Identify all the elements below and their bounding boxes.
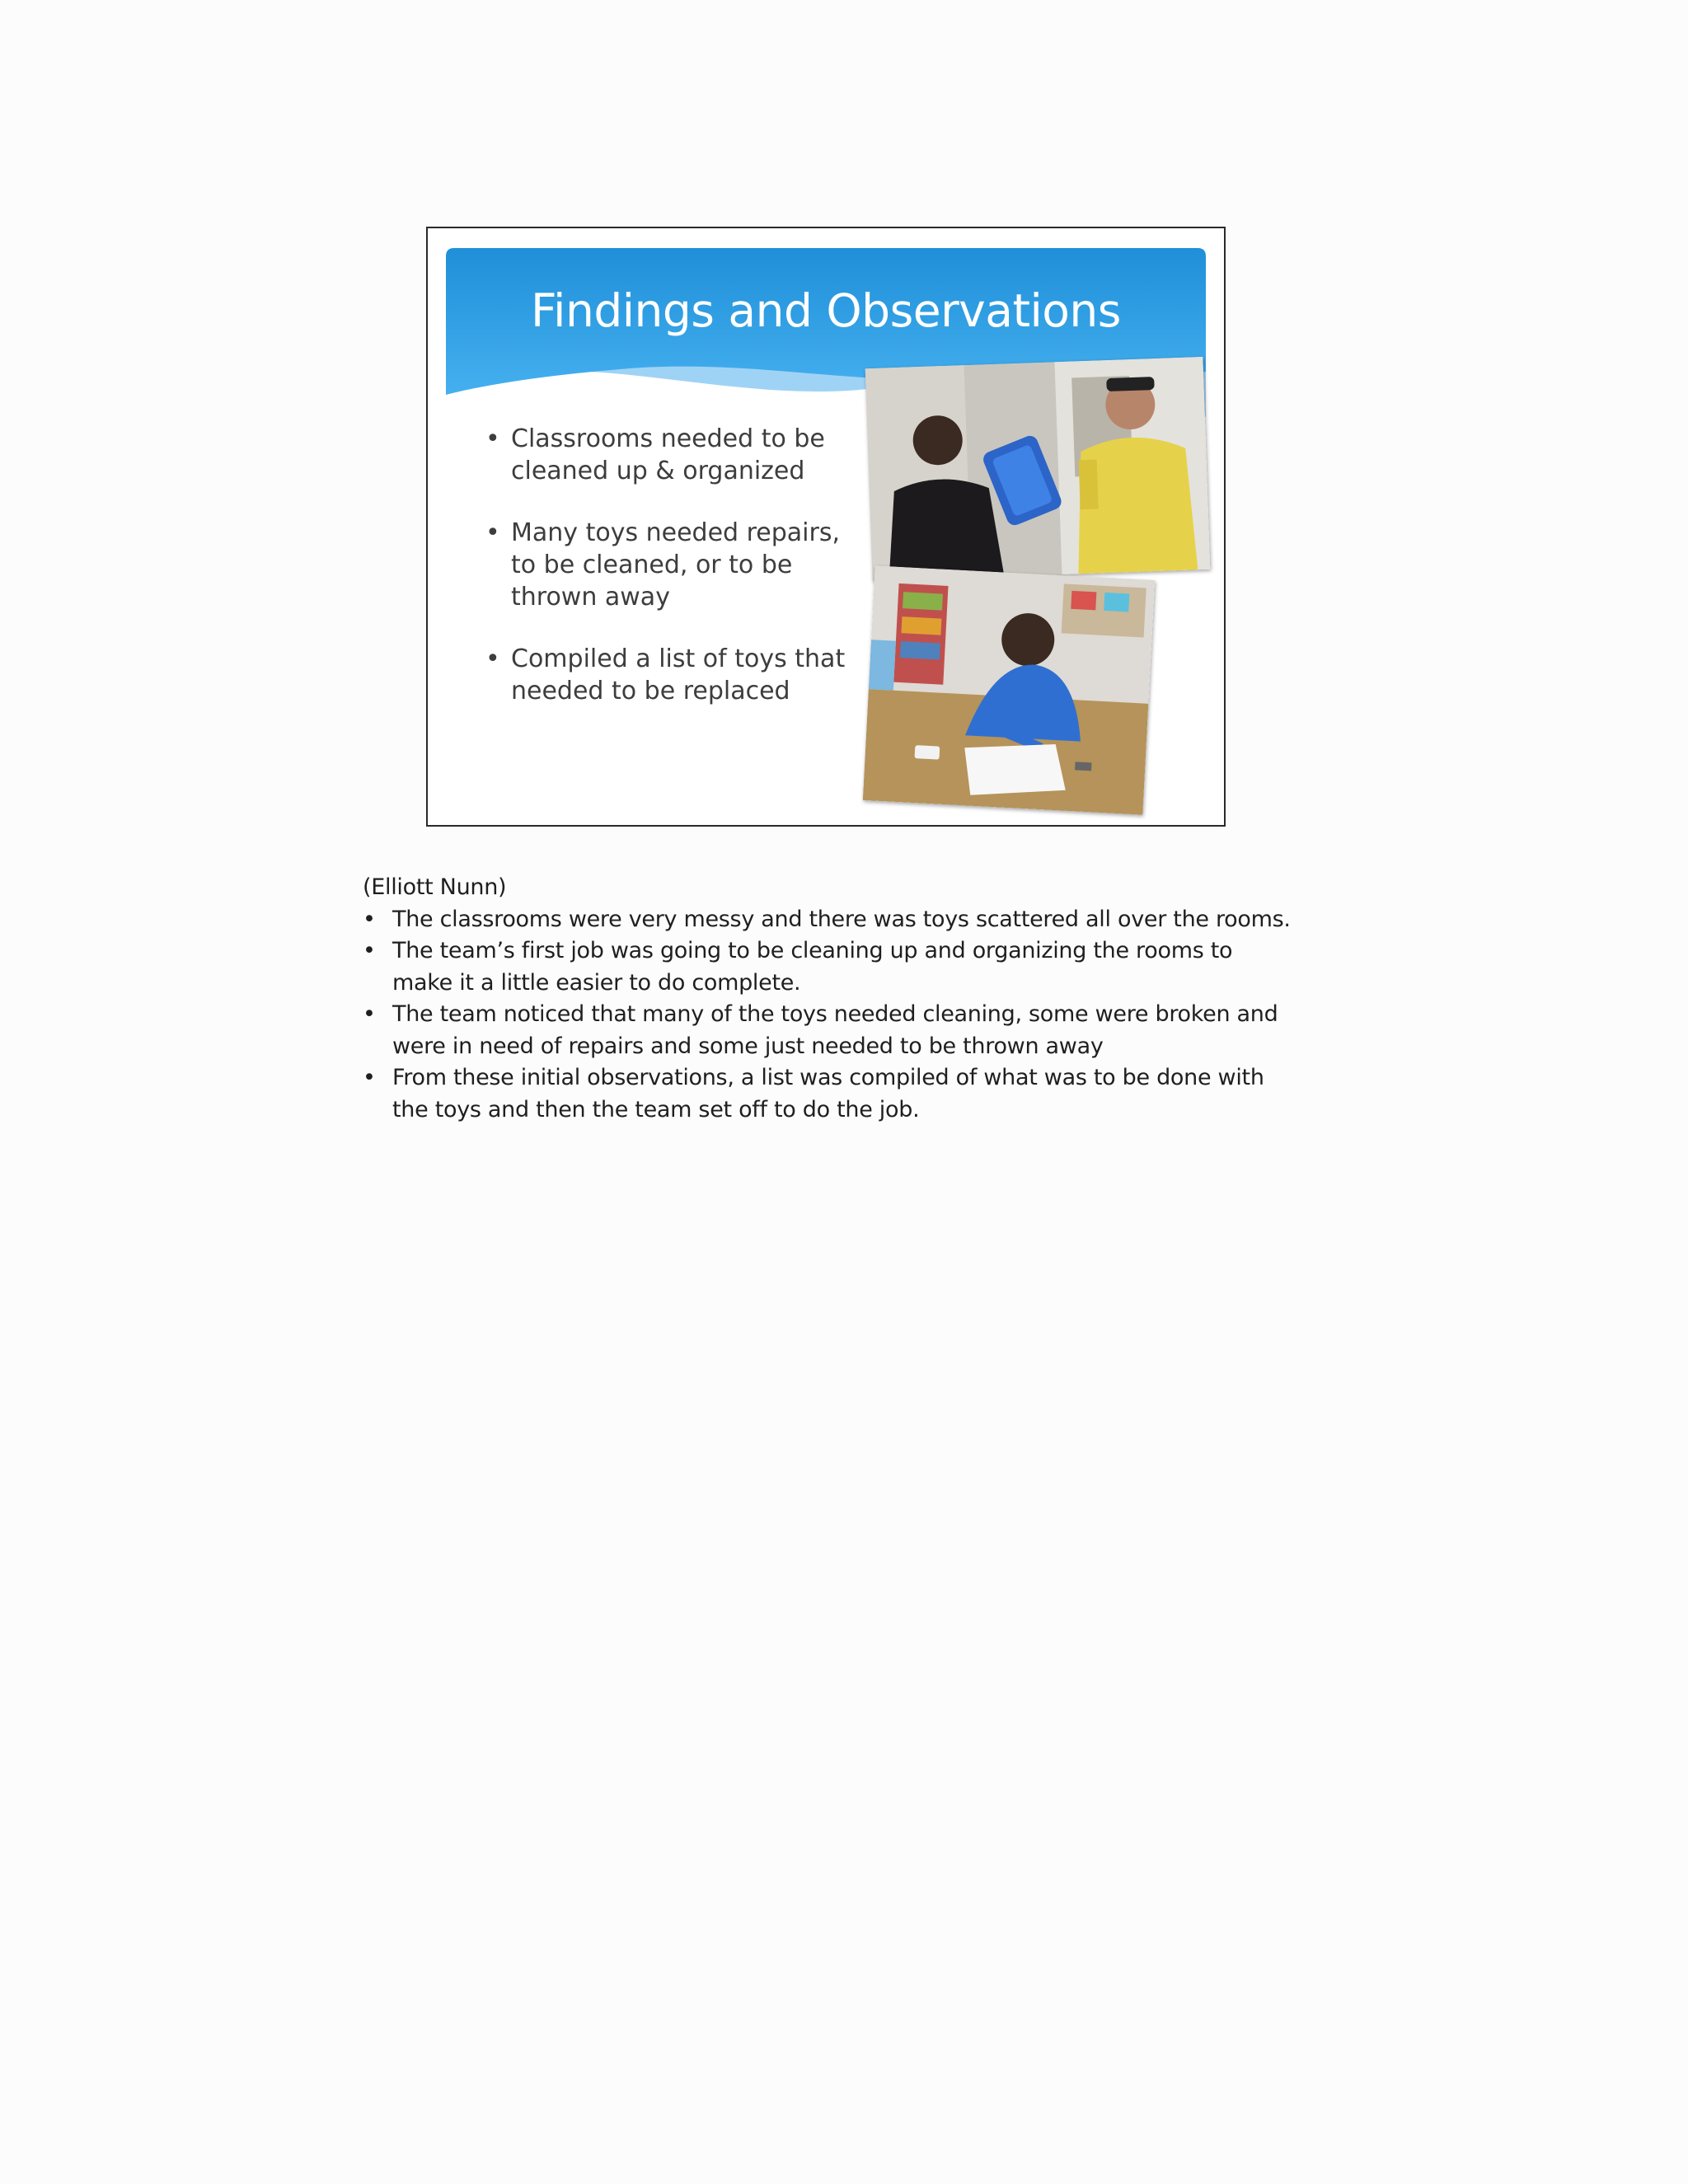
slide-bullet: • Compiled a list of toys that needed to be replaced xyxy=(485,643,856,707)
photo-volunteers-with-toy xyxy=(865,357,1211,581)
speaker-notes xyxy=(363,872,1294,1126)
slide-bullet: • Classrooms needed to be cleaned up & organized xyxy=(485,423,856,487)
slide-thumbnail xyxy=(426,227,1226,827)
slide-bullet: • Many toys needed repairs, to be cleaned, or to be thrown away xyxy=(485,517,856,613)
photo-volunteer-writing-list xyxy=(863,565,1155,814)
notes-bullet-list xyxy=(363,904,1294,1127)
notes-author: (Elliott Nunn) xyxy=(363,874,507,900)
slide-bullet-list xyxy=(485,423,856,737)
notes-bullet: • The team noticed that many of the toys needed cleaning, some were broken and were in need of repairs and some just needed to be thrown away xyxy=(363,999,1294,1062)
notes-bullet: • The team’s first job was going to be cleaning up and organizing the rooms to make it a little easier to do complete. xyxy=(363,935,1294,999)
slide-title: Findings and Observations xyxy=(531,284,1121,337)
notes-bullet: • From these initial observations, a list was compiled of what was to be done with the toys and then the team set off to do the job. xyxy=(363,1062,1294,1126)
notes-bullet: • The classrooms were very messy and there was toys scattered all over the rooms. xyxy=(363,904,1294,936)
